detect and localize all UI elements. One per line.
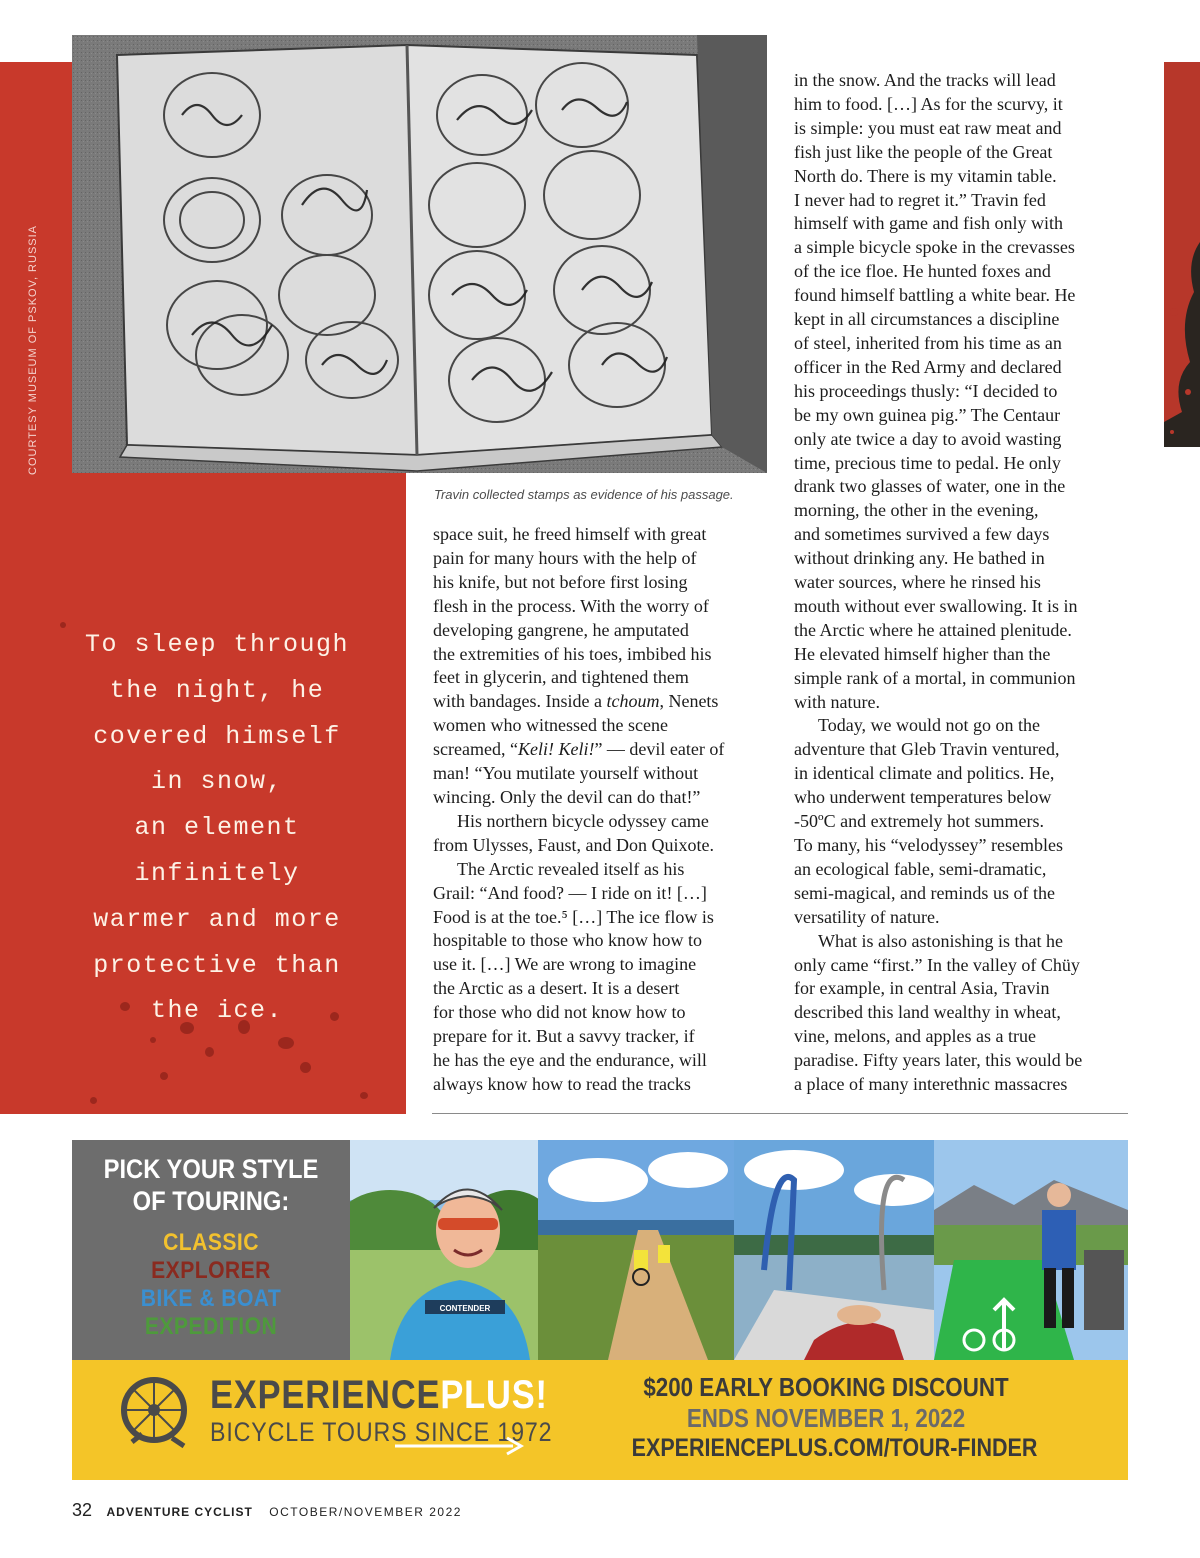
article-line xyxy=(794,762,1139,786)
article-line xyxy=(794,595,1139,619)
article-line xyxy=(433,643,773,667)
swoosh-arrow-icon xyxy=(395,1432,525,1456)
style-bike-and-boat: BIKE & BOAT xyxy=(140,1285,282,1312)
article-line xyxy=(794,523,1139,547)
article-line xyxy=(794,834,1139,858)
article-line-text: He elevated himself higher than the xyxy=(794,643,1051,664)
article-line-text: a place of many interethnic massacres xyxy=(794,1074,1068,1095)
red-texture-graphic xyxy=(1164,62,1200,447)
article-line xyxy=(433,547,773,571)
ad-photo-cyclist xyxy=(350,1140,538,1360)
article-line-text: morning, the other in the evening, xyxy=(794,500,1039,521)
ad-photo-boat xyxy=(734,1140,934,1360)
page-number: 32 xyxy=(72,1500,93,1520)
article-line xyxy=(433,738,773,762)
article-line-text: adventure that Gleb Travin ventured, xyxy=(794,739,1060,760)
article-line xyxy=(794,643,1139,667)
article-line-text: himself with game and fish only with xyxy=(794,213,1063,234)
article-line-text: hospitable to those who know how to xyxy=(433,930,702,951)
article-line-text: in identical climate and politics. He, xyxy=(794,763,1055,784)
article-line-text: North do. There is my vitamin table. xyxy=(794,165,1057,186)
article-line xyxy=(794,308,1139,332)
article-line xyxy=(794,954,1139,978)
article-line xyxy=(794,380,1139,404)
article-line-text: Grail: “And food? — I ride on it! […] xyxy=(433,882,707,903)
article-line xyxy=(433,906,773,930)
article-line-text: without drinking any. He bathed in xyxy=(794,548,1045,569)
article-line xyxy=(794,930,1139,954)
article-column-middle xyxy=(433,523,773,1097)
page-footer xyxy=(72,1500,462,1521)
article-line-text: of steel, inherited from his time as an xyxy=(794,332,1062,353)
article-line-text: only came “first.” In the valley of Chüy xyxy=(794,954,1080,975)
article-line-text: The Arctic revealed itself as his xyxy=(457,858,685,879)
magazine-name: ADVENTURE CYCLIST xyxy=(106,1505,253,1519)
article-line-text: is simple: you must eat raw meat and xyxy=(794,117,1062,138)
article-line-text: kept in all circumstances a discipline xyxy=(794,309,1060,330)
article-line xyxy=(794,452,1139,476)
article-line xyxy=(794,356,1139,380)
ad-heading-line-2: OF TOURING: xyxy=(132,1186,290,1216)
article-line-text: What is also astonishing is that he xyxy=(818,930,1063,951)
article-line-text: officer in the Red Army and declared xyxy=(794,356,1062,377)
brand-wordmark xyxy=(210,1373,548,1418)
article-line-text: His northern bicycle odyssey came xyxy=(457,810,709,831)
article-line xyxy=(794,1049,1139,1073)
article-line xyxy=(433,1001,773,1025)
article-line xyxy=(794,332,1139,356)
article-line xyxy=(433,595,773,619)
article-line xyxy=(794,714,1139,738)
article-line xyxy=(794,977,1139,1001)
article-line-text: his proceedings thusly: “I decided to xyxy=(794,380,1058,401)
article-line xyxy=(794,810,1139,834)
article-line-text: he has the eye and the endurance, will xyxy=(433,1049,707,1070)
ad-photo-trail xyxy=(538,1140,734,1360)
article-line-text: be my own guinea pig.” The Centaur xyxy=(794,404,1061,425)
article-line-text: drank two glasses of water, one in the xyxy=(794,476,1066,497)
article-line-text: from Ulysses, Faust, and Don Quixote. xyxy=(433,834,714,855)
article-line xyxy=(433,953,773,977)
article-line-text: his knife, but not before first losing xyxy=(433,571,688,592)
article-line xyxy=(794,858,1139,882)
article-line-text: pain for many hours with the help of xyxy=(433,547,697,568)
article-line xyxy=(794,906,1139,930)
article-line xyxy=(433,786,773,810)
article-line-text: simple rank of a mortal, in communion xyxy=(794,667,1076,688)
article-line-text: described this land wealthy in wheat, xyxy=(794,1002,1061,1023)
photo-caption: Travin collected stamps as evidence of his passage. xyxy=(434,487,734,502)
brand-tagline: BICYCLE TOURS SINCE 1972 xyxy=(210,1417,553,1447)
article-line-text: water sources, where he rinsed his xyxy=(794,572,1041,593)
pull-quote-line: warmer and more xyxy=(93,904,341,934)
article-line xyxy=(433,882,773,906)
pull-quote xyxy=(58,622,376,1034)
article-column-right xyxy=(794,69,1139,1097)
article-line-text: him to food. […] As for the scurvy, it xyxy=(794,93,1063,114)
right-edge-decorative-strip xyxy=(1164,62,1200,447)
open-book-illustration xyxy=(72,35,767,473)
article-line-text: the Arctic where he attained plenitude. xyxy=(794,619,1072,640)
article-line-text: always know how to read the tracks xyxy=(433,1073,691,1094)
article-line xyxy=(794,1025,1139,1049)
article-line-text: women who witnessed the scene xyxy=(433,715,668,736)
article-line-text: paradise. Fifty years later, this would be xyxy=(794,1050,1083,1071)
article-line-text: feet in glycerin, and tightened them xyxy=(433,667,689,688)
article-line xyxy=(433,571,773,595)
article-line-text: I never had to regret it.” Travin fed xyxy=(794,189,1046,210)
jersey-text: CONTENDER xyxy=(439,1304,491,1313)
article-line xyxy=(433,690,773,714)
article-line xyxy=(794,667,1139,691)
article-line xyxy=(794,260,1139,284)
article-line-text: man! “You mutilate yourself without xyxy=(433,763,699,784)
article-line-text: Today, we would not go on the xyxy=(818,715,1041,736)
article-line xyxy=(433,523,773,547)
promo-discount: $200 EARLY BOOKING DISCOUNT xyxy=(643,1372,1009,1402)
style-explorer: EXPLORER xyxy=(151,1257,271,1284)
article-line-text: mouth without ever swallowing. It is in xyxy=(794,595,1078,616)
article-line-text: wincing. Only the devil can do that!” xyxy=(433,786,701,807)
article-line-text: found himself battling a white bear. He xyxy=(794,285,1076,306)
article-line-text: the extremities of his toes, imbibed his xyxy=(433,643,712,664)
article-line-text: fish just like the people of the Great xyxy=(794,141,1053,162)
article-line xyxy=(794,882,1139,906)
promo-url-link[interactable]: EXPERIENCEPLUS.COM/TOUR-FINDER xyxy=(631,1434,1038,1462)
article-line xyxy=(433,714,773,738)
article-line xyxy=(794,141,1139,165)
passport-stamps-photo xyxy=(72,35,767,473)
pull-quote-line: protective than xyxy=(93,950,341,980)
article-line xyxy=(433,619,773,643)
pull-quote-line: an element xyxy=(134,813,300,843)
brand-main: EXPERIENCE xyxy=(210,1373,441,1417)
article-line xyxy=(794,404,1139,428)
article-line xyxy=(433,834,773,858)
article-line xyxy=(433,1049,773,1073)
article-line xyxy=(433,858,773,882)
article-line-text: -50ºC and extremely hot summers. xyxy=(794,811,1045,832)
article-line xyxy=(794,117,1139,141)
article-line-text: with bandages. Inside a tchoum, Nenets xyxy=(433,691,719,712)
article-line-text: only ate twice a day to avoid wasting xyxy=(794,428,1062,449)
article-line xyxy=(794,475,1139,499)
article-line xyxy=(433,1073,773,1097)
article-line-text: To many, his “velodyssey” resembles xyxy=(794,835,1064,855)
issue-date: OCTOBER/NOVEMBER 2022 xyxy=(269,1505,462,1519)
bike-lane-photo xyxy=(934,1140,1128,1360)
article-line-text: vine, melons, and apples as a true xyxy=(794,1026,1036,1047)
article-line xyxy=(794,428,1139,452)
article-line xyxy=(794,165,1139,189)
ad-heading xyxy=(89,1153,334,1217)
article-line-text: for those who did not know how to xyxy=(433,1002,686,1023)
article-line-text: prepare for it. But a savvy tracker, if xyxy=(433,1026,695,1047)
article-line xyxy=(433,762,773,786)
divider-rule xyxy=(432,1113,1128,1114)
article-line-text: use it. […] We are wrong to imagine xyxy=(433,954,697,975)
article-line-text: with nature. xyxy=(794,691,880,712)
style-classic: CLASSIC xyxy=(163,1229,259,1256)
wheel-logo-icon xyxy=(112,1372,202,1457)
article-line-text: versatility of nature. xyxy=(794,906,940,927)
article-line-text: Food is at the toe.⁵ […] The ice flow is xyxy=(433,906,714,927)
article-line xyxy=(794,619,1139,643)
article-line-text: semi-magical, and reminds us of the xyxy=(794,882,1055,903)
ad-photo-bike-lane xyxy=(934,1140,1128,1360)
article-line-text: in the snow. And the tracks will lead xyxy=(794,70,1056,90)
article-line xyxy=(433,810,773,834)
article-line xyxy=(794,236,1139,260)
boat-deck-photo xyxy=(734,1140,934,1360)
pull-quote-line: the ice. xyxy=(150,996,284,1026)
article-line xyxy=(794,93,1139,117)
article-line xyxy=(794,212,1139,236)
ad-heading-line-1: PICK YOUR STYLE xyxy=(103,1154,319,1184)
article-line-text: a simple bicycle spoke in the crevasses xyxy=(794,237,1075,258)
article-line xyxy=(794,69,1139,93)
article-line xyxy=(433,929,773,953)
pull-quote-line: the night, he xyxy=(109,675,325,705)
pull-quote-line: covered himself xyxy=(93,721,341,751)
trail-riders-photo xyxy=(538,1140,734,1360)
article-line xyxy=(794,1073,1139,1097)
article-line-text: space suit, he freed himself with great xyxy=(433,524,707,544)
pull-quote-line: in snow, xyxy=(150,767,284,797)
article-line-text: and sometimes survived a few days xyxy=(794,524,1050,545)
article-line-text: flesh in the process. With the worry of xyxy=(433,595,709,616)
bicycle-wheel-icon xyxy=(112,1372,202,1452)
arrow-icon xyxy=(395,1432,525,1461)
italic-term: Keli! Keli! xyxy=(517,739,595,760)
article-line xyxy=(433,977,773,1001)
article-line xyxy=(794,189,1139,213)
promo-deadline[interactable]: ENDS NOVEMBER 1, 2022 xyxy=(686,1403,966,1433)
style-expedition: EXPEDITION xyxy=(144,1313,278,1340)
brand-plus: PLUS! xyxy=(440,1373,548,1417)
article-line xyxy=(794,499,1139,523)
article-line xyxy=(794,284,1139,308)
article-line-text: of the ice floe. He hunted foxes and xyxy=(794,261,1051,282)
photo-credit: COURTESY MUSEUM OF PSKOV, RUSSIA xyxy=(27,224,39,475)
article-line xyxy=(433,666,773,690)
article-line-text: for example, in central Asia, Travin xyxy=(794,978,1050,999)
pull-quote-line: infinitely xyxy=(134,858,300,888)
article-line-text: the Arctic as a desert. It is a desert xyxy=(433,978,680,999)
article-line-text: screamed, “Keli! Keli!” — devil eater of xyxy=(433,739,725,760)
article-line xyxy=(433,1025,773,1049)
pull-quote-line: To sleep through xyxy=(84,630,350,659)
italic-term: tchoum xyxy=(606,691,660,712)
article-line-text: an ecological fable, semi-dramatic, xyxy=(794,858,1047,879)
cyclist-smiling-photo xyxy=(350,1140,538,1360)
article-line xyxy=(794,691,1139,715)
article-line xyxy=(794,786,1139,810)
article-line-text: developing gangrene, he amputated xyxy=(433,619,689,640)
article-line xyxy=(794,571,1139,595)
article-line-text: who underwent temperatures below xyxy=(794,787,1052,808)
article-line-text: time, precious time to pedal. He only xyxy=(794,452,1061,473)
article-line xyxy=(794,1001,1139,1025)
article-line xyxy=(794,738,1139,762)
article-line xyxy=(794,547,1139,571)
